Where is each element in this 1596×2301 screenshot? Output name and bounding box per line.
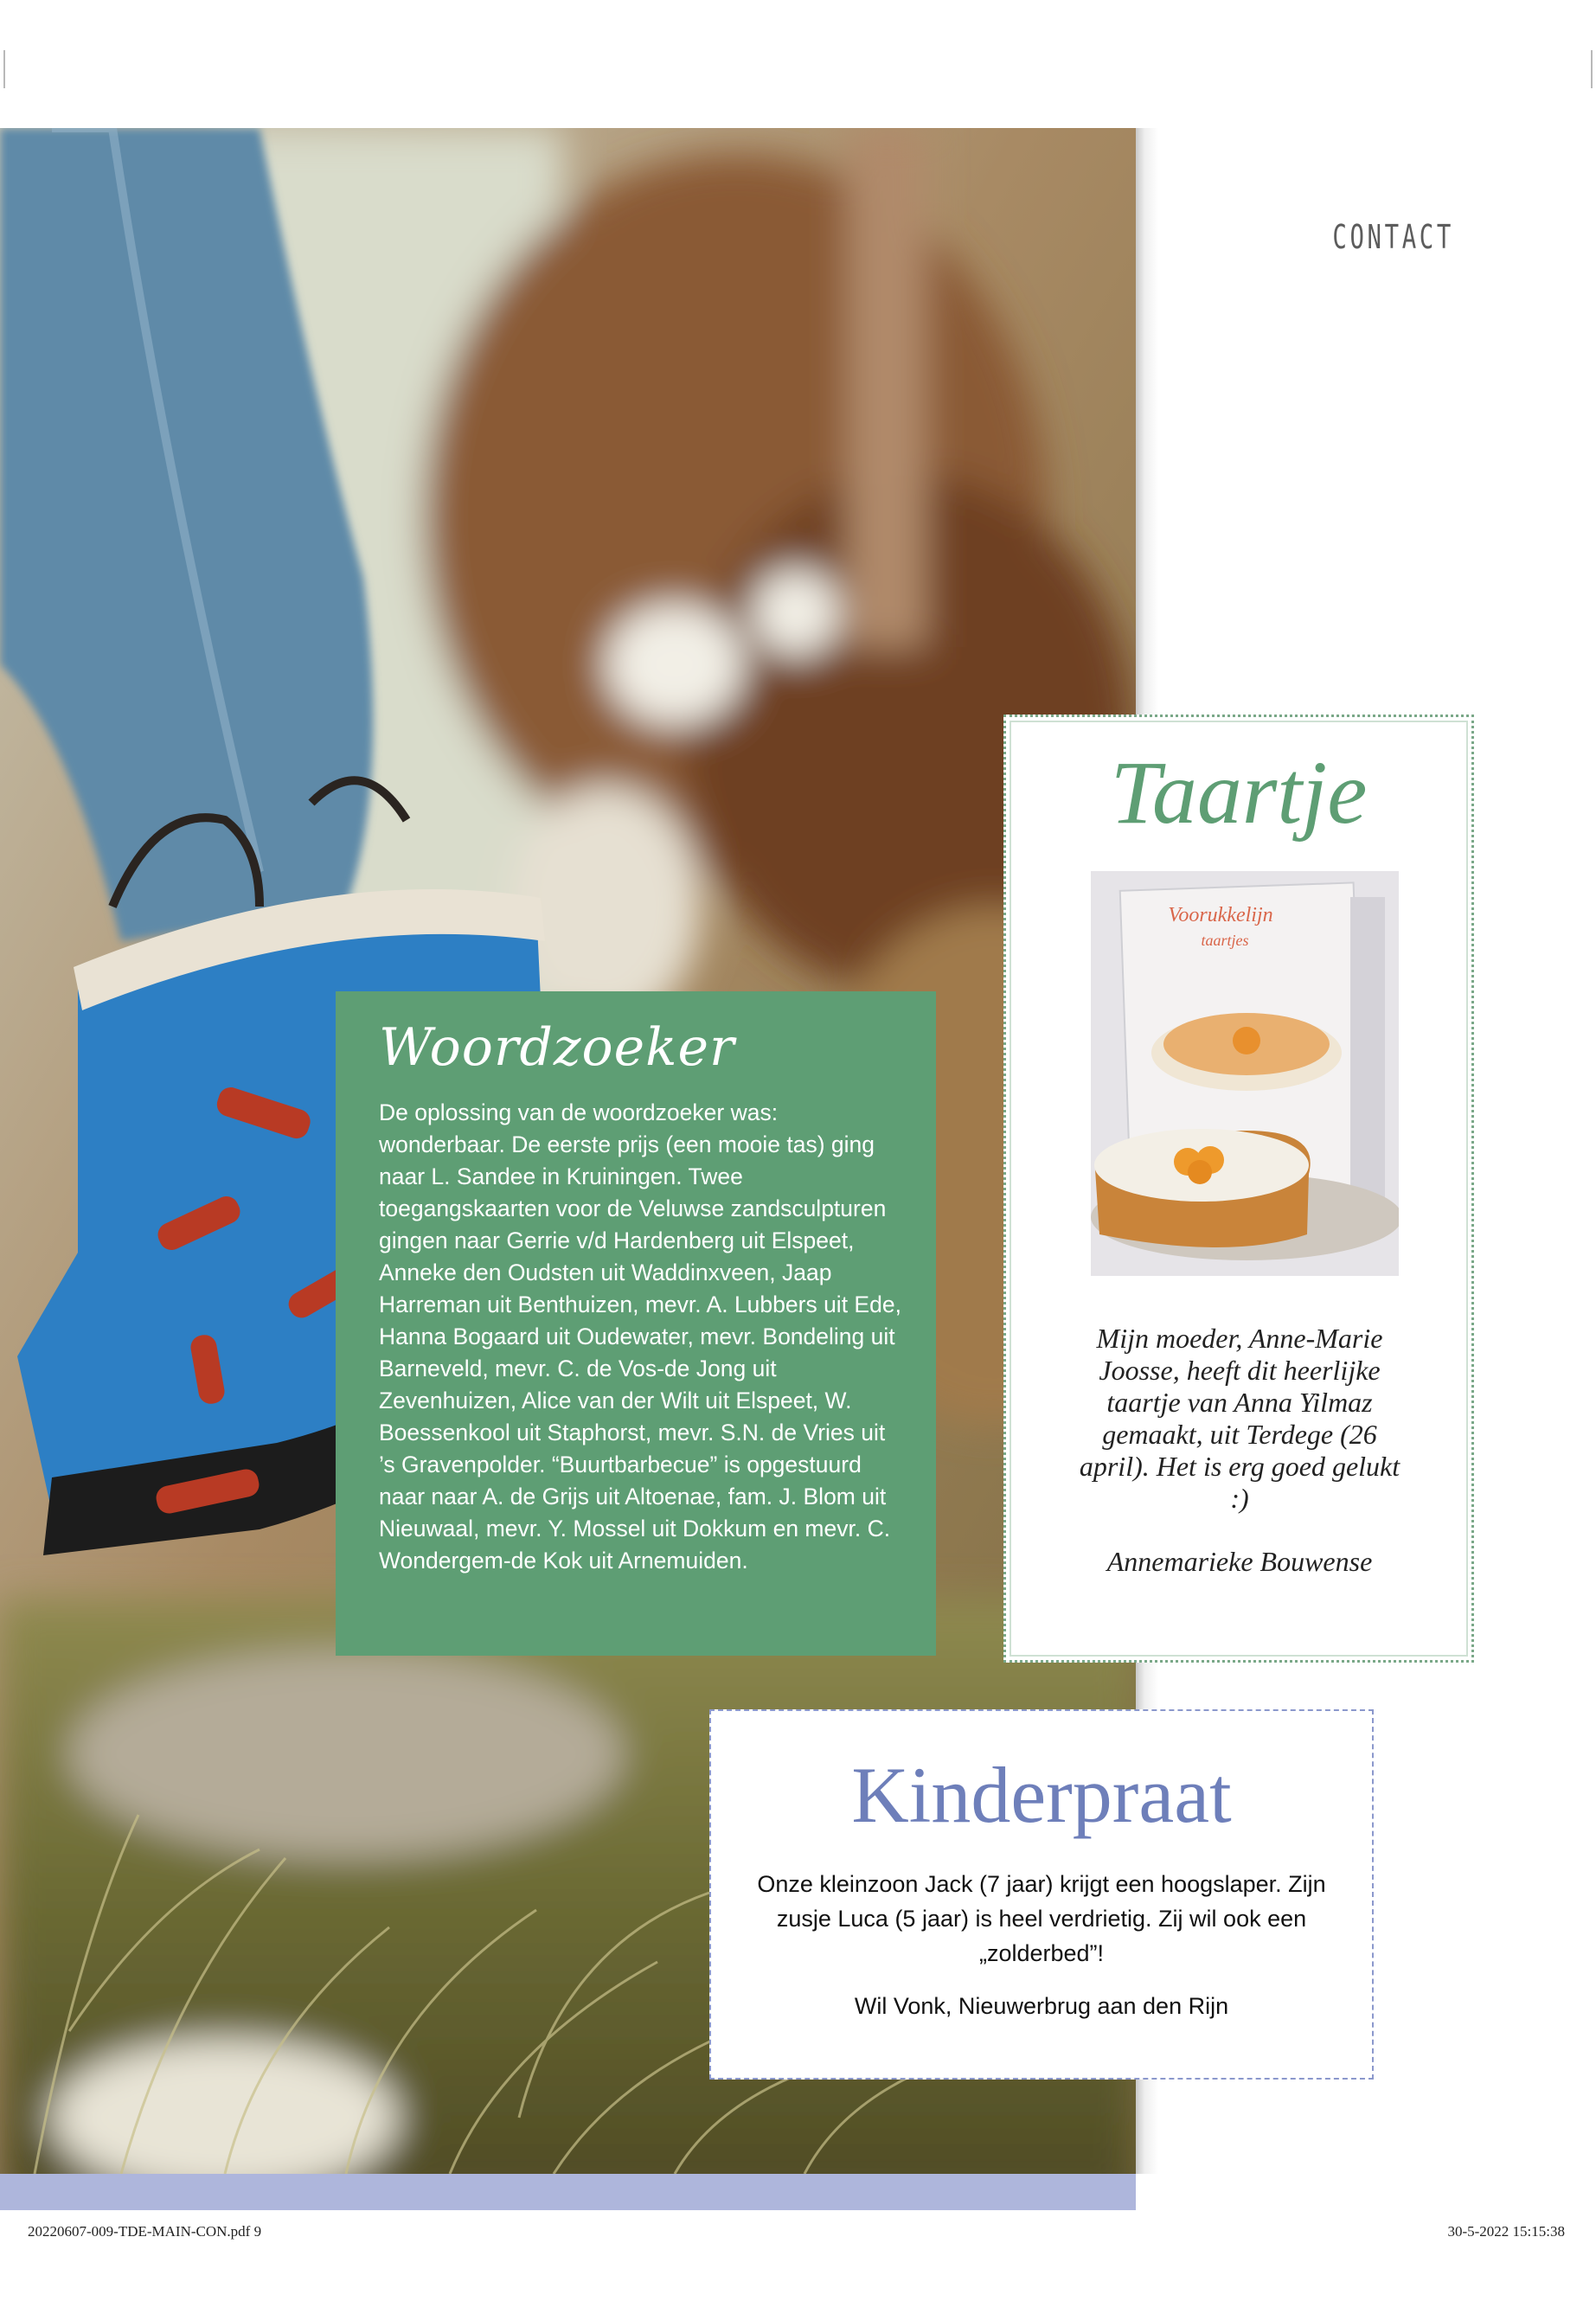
- crop-mark-top-left: [3, 50, 5, 88]
- taartje-box: [1003, 715, 1474, 1663]
- taartje-caption: Mijn moeder, Anne-Marie Joosse, heeft dit heerlijke taartje van Anna Yilmaz gemaakt, uit Terdege (26 april). Het is erg goed gelukt :): [1079, 1323, 1401, 1514]
- kinderpraat-body: Onze kleinzoon Jack (7 jaar) krijgt een hoogslaper. Zijn zusje Luca (5 jaar) is heel verdrietig. Zij wil ook een „zolderbed”!: [757, 1871, 1326, 1966]
- taartje-author: Annemarieke Bouwense: [1106, 1546, 1373, 1577]
- kinderpraat-author: Wil Vonk, Nieuwerbrug aan den Rijn: [854, 1993, 1229, 2019]
- bottom-color-band: [0, 2174, 1136, 2210]
- taartje-title: Taartje: [1110, 743, 1368, 843]
- kinderpraat-box: [709, 1709, 1374, 2080]
- kinderpraat-title: Kinderpraat: [851, 1751, 1232, 1839]
- crop-mark-top-right: [1591, 50, 1593, 88]
- section-label: CONTACT: [1332, 218, 1454, 256]
- woordzoeker-box: [336, 991, 936, 1656]
- taartje-photo: [1091, 871, 1399, 1276]
- woordzoeker-title: Woordzoeker: [379, 1017, 735, 1078]
- svg-text:taartjes: taartjes: [1201, 932, 1249, 949]
- svg-text:Voorukkelijn: Voorukkelijn: [1168, 904, 1273, 926]
- footer-timestamp: 30-5-2022 15:15:38: [1447, 2223, 1565, 2240]
- footer-filename: 20220607-009-TDE-MAIN-CON.pdf 9: [28, 2223, 262, 2240]
- woordzoeker-body: De oplossing van de woordzoeker was: wonderbaar. De eerste prijs (een mooie tas) ging naar L. Sandee in Kruiningen. Twee toegangskaarten voor de Veluwse zandsculpturen gingen naar Gerrie v/d Hardenberg uit Elspeet, Anneke den Oudsten uit Waddinxveen, Jaap Harreman uit Benthuizen, mevr. A. Lubbers uit Ede, Hanna Bogaard uit Oudewater, mevr. Bondeling uit Barneveld, mevr. C. de Vos-de Jong uit Zevenhuizen, Alice van der Wilt uit Elspeet, W. Boessenkool uit Staphorst, mevr. S.N. de Vries uit ’s Gravenpolder. “Buurtbarbecue” is opgestuurd naar naar A. de Grijs uit Altoenae, fam. J. Blom uit Nieuwaal, mevr. Y. Mossel uit Dokkum en mevr. C. Wondergem-de Kok uit Arnemuiden.: [379, 1099, 901, 1574]
